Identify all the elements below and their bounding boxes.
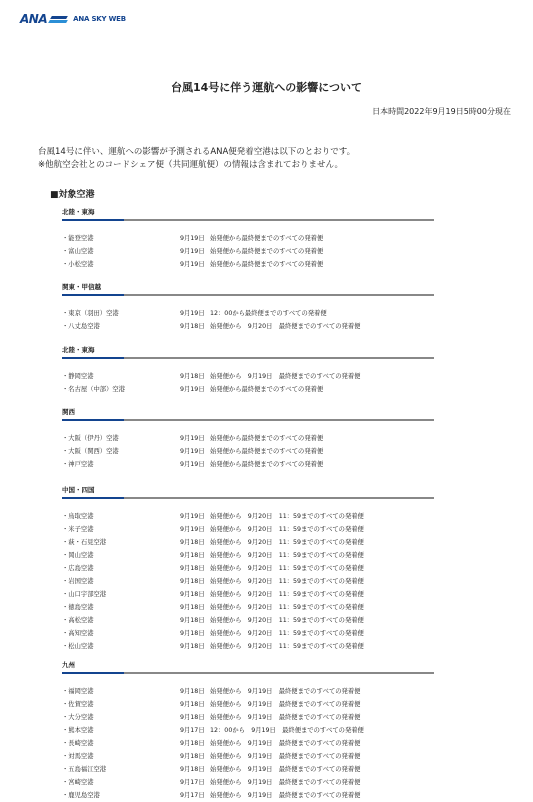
airport-row bbox=[62, 458, 434, 471]
airport-name: ・五島福江空港 bbox=[62, 766, 107, 773]
airport-date: 9月19日 bbox=[180, 435, 205, 442]
airport-name: ・大分空港 bbox=[62, 714, 94, 721]
airport-row bbox=[62, 698, 434, 711]
airport-status: 始発便から 9月20日 11：59までのすべての発着便 bbox=[210, 591, 364, 598]
airport-status: 始発便から最終便までのすべての発着便 bbox=[210, 261, 324, 268]
ana-logo[interactable]: ANA bbox=[20, 12, 48, 26]
airport-date: 9月19日 bbox=[180, 386, 205, 393]
region-divider bbox=[62, 672, 434, 674]
airport-status: 始発便から 9月19日 最終便までのすべての発着便 bbox=[210, 740, 361, 747]
airport-name: ・福岡空港 bbox=[62, 688, 94, 695]
airport-status: 始発便から 9月20日 11：59までのすべての発着便 bbox=[210, 552, 364, 559]
airport-status: 始発便から 9月20日 11：59までのすべての発着便 bbox=[210, 513, 364, 520]
airport-name: ・萩・石見空港 bbox=[62, 539, 107, 546]
airport-status: 始発便から 9月20日 11：59までのすべての発着便 bbox=[210, 617, 364, 624]
airport-date: 9月18日 bbox=[180, 552, 205, 559]
airport-status: 始発便から 9月19日 最終便までのすべての発着便 bbox=[210, 766, 361, 773]
airport-name: ・佐賀空港 bbox=[62, 701, 94, 708]
airport-row bbox=[62, 737, 434, 750]
airport-date: 9月18日 bbox=[180, 373, 205, 380]
airport-row bbox=[62, 724, 434, 737]
section-title: ■対象空港 bbox=[50, 190, 95, 200]
airport-date: 9月18日 bbox=[180, 714, 205, 721]
airport-date: 9月17日 bbox=[180, 779, 205, 786]
airport-name: ・八丈島空港 bbox=[62, 323, 100, 330]
airport-status: 始発便から 9月19日 最終便までのすべての発着便 bbox=[210, 792, 361, 799]
intro-line-2: ※他航空会社とのコードシェア便（共同運航便）の情報は含まれておりません。 bbox=[38, 160, 343, 170]
region-name: 北陸・東海 bbox=[62, 208, 95, 216]
airport-status: 12：00から最終便までのすべての発着便 bbox=[210, 310, 327, 317]
region-divider bbox=[62, 357, 434, 359]
airport-date: 9月18日 bbox=[180, 740, 205, 747]
airport-date: 9月18日 bbox=[180, 604, 205, 611]
region-divider bbox=[62, 219, 434, 221]
airport-row bbox=[62, 601, 434, 614]
airport-status: 12：00から 9月19日 最終便までのすべての発着便 bbox=[210, 727, 364, 734]
airport-date: 9月18日 bbox=[180, 617, 205, 624]
airport-name: ・能登空港 bbox=[62, 235, 94, 242]
airport-name: ・岡山空港 bbox=[62, 552, 94, 559]
region-divider bbox=[62, 497, 434, 499]
region-name: 関東・甲信越 bbox=[62, 283, 101, 291]
region-name: 中国・四国 bbox=[62, 486, 95, 494]
airport-row bbox=[62, 536, 434, 549]
airport-name: ・高知空港 bbox=[62, 630, 94, 637]
region-divider bbox=[62, 294, 434, 296]
airport-date: 9月19日 bbox=[180, 526, 205, 533]
airport-date: 9月18日 bbox=[180, 701, 205, 708]
airport-name: ・山口宇部空港 bbox=[62, 591, 107, 598]
airport-date: 9月18日 bbox=[180, 688, 205, 695]
airport-name: ・大阪（伊丹）空港 bbox=[62, 435, 119, 442]
airport-row bbox=[62, 432, 434, 445]
intro-text bbox=[38, 146, 508, 172]
airport-status: 始発便から 9月20日 11：59までのすべての発着便 bbox=[210, 578, 364, 585]
airport-row bbox=[62, 245, 434, 258]
airport-name: ・米子空港 bbox=[62, 526, 94, 533]
airport-status: 始発便から 9月19日 最終便までのすべての発着便 bbox=[210, 714, 361, 721]
airport-status: 始発便から最終便までのすべての発着便 bbox=[210, 461, 324, 468]
airport-status: 始発便から 9月20日 11：59までのすべての発着便 bbox=[210, 539, 364, 546]
airport-date: 9月18日 bbox=[180, 323, 205, 330]
airport-name: ・長崎空港 bbox=[62, 740, 94, 747]
airport-name: ・徳島空港 bbox=[62, 604, 94, 611]
airport-status: 始発便から最終便までのすべての発着便 bbox=[210, 435, 324, 442]
airport-row bbox=[62, 627, 434, 640]
airport-date: 9月19日 bbox=[180, 310, 205, 317]
airport-row bbox=[62, 711, 434, 724]
airport-name: ・東京（羽田）空港 bbox=[62, 310, 119, 317]
airport-row bbox=[62, 383, 434, 396]
airport-date: 9月19日 bbox=[180, 248, 205, 255]
airport-name: ・大阪（関西）空港 bbox=[62, 448, 119, 455]
airport-row bbox=[62, 523, 434, 536]
region-block bbox=[62, 484, 434, 650]
page-title: 台風14号に伴う運航への影響について bbox=[170, 81, 363, 94]
airport-name: ・熊本空港 bbox=[62, 727, 94, 734]
airport-row bbox=[62, 258, 434, 271]
airport-date: 9月19日 bbox=[180, 261, 205, 268]
airport-name: ・鳥取空港 bbox=[62, 513, 94, 520]
airport-row bbox=[62, 789, 434, 802]
header bbox=[20, 11, 126, 27]
airport-status: 始発便から 9月20日 11：59までのすべての発着便 bbox=[210, 604, 364, 611]
airport-status: 始発便から最終便までのすべての発着便 bbox=[210, 386, 324, 393]
airport-status: 始発便から 9月19日 最終便までのすべての発着便 bbox=[210, 373, 361, 380]
airport-status: 始発便から最終便までのすべての発着便 bbox=[210, 448, 324, 455]
airport-date: 9月18日 bbox=[180, 753, 205, 760]
airport-date: 9月18日 bbox=[180, 766, 205, 773]
region-name: 九州 bbox=[62, 661, 75, 669]
airport-row bbox=[62, 549, 434, 562]
airport-status: 始発便から 9月19日 最終便までのすべての発着便 bbox=[210, 753, 361, 760]
airport-status: 始発便から 9月19日 最終便までのすべての発着便 bbox=[210, 779, 361, 786]
airport-date: 9月19日 bbox=[180, 513, 205, 520]
airport-name: ・名古屋（中部）空港 bbox=[62, 386, 125, 393]
region-name: 北陸・東海 bbox=[62, 346, 95, 354]
airport-row bbox=[62, 614, 434, 627]
airport-date: 9月18日 bbox=[180, 591, 205, 598]
airport-row bbox=[62, 320, 434, 333]
airport-name: ・小松空港 bbox=[62, 261, 94, 268]
airport-row bbox=[62, 510, 434, 523]
airport-name: ・広島空港 bbox=[62, 565, 94, 572]
airport-row bbox=[62, 562, 434, 575]
airport-date: 9月17日 bbox=[180, 792, 205, 799]
airport-name: ・宮崎空港 bbox=[62, 779, 94, 786]
region-name: 関西 bbox=[62, 408, 75, 416]
airport-date: 9月19日 bbox=[180, 235, 205, 242]
airport-status: 始発便から 9月20日 11：59までのすべての発着便 bbox=[210, 630, 364, 637]
timestamp: 日本時間2022年9月19日5時00分現在 bbox=[372, 107, 511, 116]
airport-status: 始発便から 9月19日 最終便までのすべての発着便 bbox=[210, 701, 361, 708]
airport-date: 9月18日 bbox=[180, 578, 205, 585]
ana-logo-mark-icon bbox=[49, 14, 69, 24]
airport-status: 始発便から 9月20日 最終便までのすべての発着便 bbox=[210, 323, 361, 330]
airport-date: 9月18日 bbox=[180, 643, 205, 650]
region-divider bbox=[62, 419, 434, 421]
airport-row bbox=[62, 640, 434, 653]
airport-name: ・神戸空港 bbox=[62, 461, 94, 468]
airport-row bbox=[62, 445, 434, 458]
airport-row bbox=[62, 370, 434, 383]
airport-status: 始発便から 9月19日 最終便までのすべての発着便 bbox=[210, 688, 361, 695]
airport-status: 始発便から最終便までのすべての発着便 bbox=[210, 235, 324, 242]
airport-status: 始発便から 9月20日 11：59までのすべての発着便 bbox=[210, 643, 364, 650]
airport-date: 9月19日 bbox=[180, 448, 205, 455]
airport-date: 9月18日 bbox=[180, 630, 205, 637]
airport-row bbox=[62, 685, 434, 698]
airport-date: 9月18日 bbox=[180, 539, 205, 546]
region-block bbox=[62, 344, 434, 393]
airport-name: ・高松空港 bbox=[62, 617, 94, 624]
airport-name: ・松山空港 bbox=[62, 643, 94, 650]
region-block bbox=[62, 659, 434, 799]
airport-date: 9月18日 bbox=[180, 565, 205, 572]
airport-date: 9月19日 bbox=[180, 461, 205, 468]
airport-row bbox=[62, 588, 434, 601]
airport-row bbox=[62, 232, 434, 245]
airport-row bbox=[62, 750, 434, 763]
airport-name: ・対馬空港 bbox=[62, 753, 94, 760]
airport-row bbox=[62, 307, 434, 320]
airport-status: 始発便から 9月20日 11：59までのすべての発着便 bbox=[210, 565, 364, 572]
airport-row bbox=[62, 763, 434, 776]
airport-name: ・鹿児島空港 bbox=[62, 792, 100, 799]
airport-row bbox=[62, 776, 434, 789]
airport-date: 9月17日 bbox=[180, 727, 205, 734]
airport-name: ・富山空港 bbox=[62, 248, 94, 255]
airport-status: 始発便から最終便までのすべての発着便 bbox=[210, 248, 324, 255]
airport-row bbox=[62, 575, 434, 588]
region-block bbox=[62, 206, 434, 268]
intro-line-1: 台風14号に伴い、運航への影響が予測されるANA便発着空港は以下のとおりです。 bbox=[38, 147, 356, 157]
airport-name: ・静岡空港 bbox=[62, 373, 94, 380]
airport-status: 始発便から 9月20日 11：59までのすべての発着便 bbox=[210, 526, 364, 533]
region-block bbox=[62, 281, 434, 330]
airport-name: ・岩国空港 bbox=[62, 578, 94, 585]
ana-sky-web-label[interactable]: ANA SKY WEB bbox=[73, 15, 126, 23]
region-block bbox=[62, 406, 434, 468]
